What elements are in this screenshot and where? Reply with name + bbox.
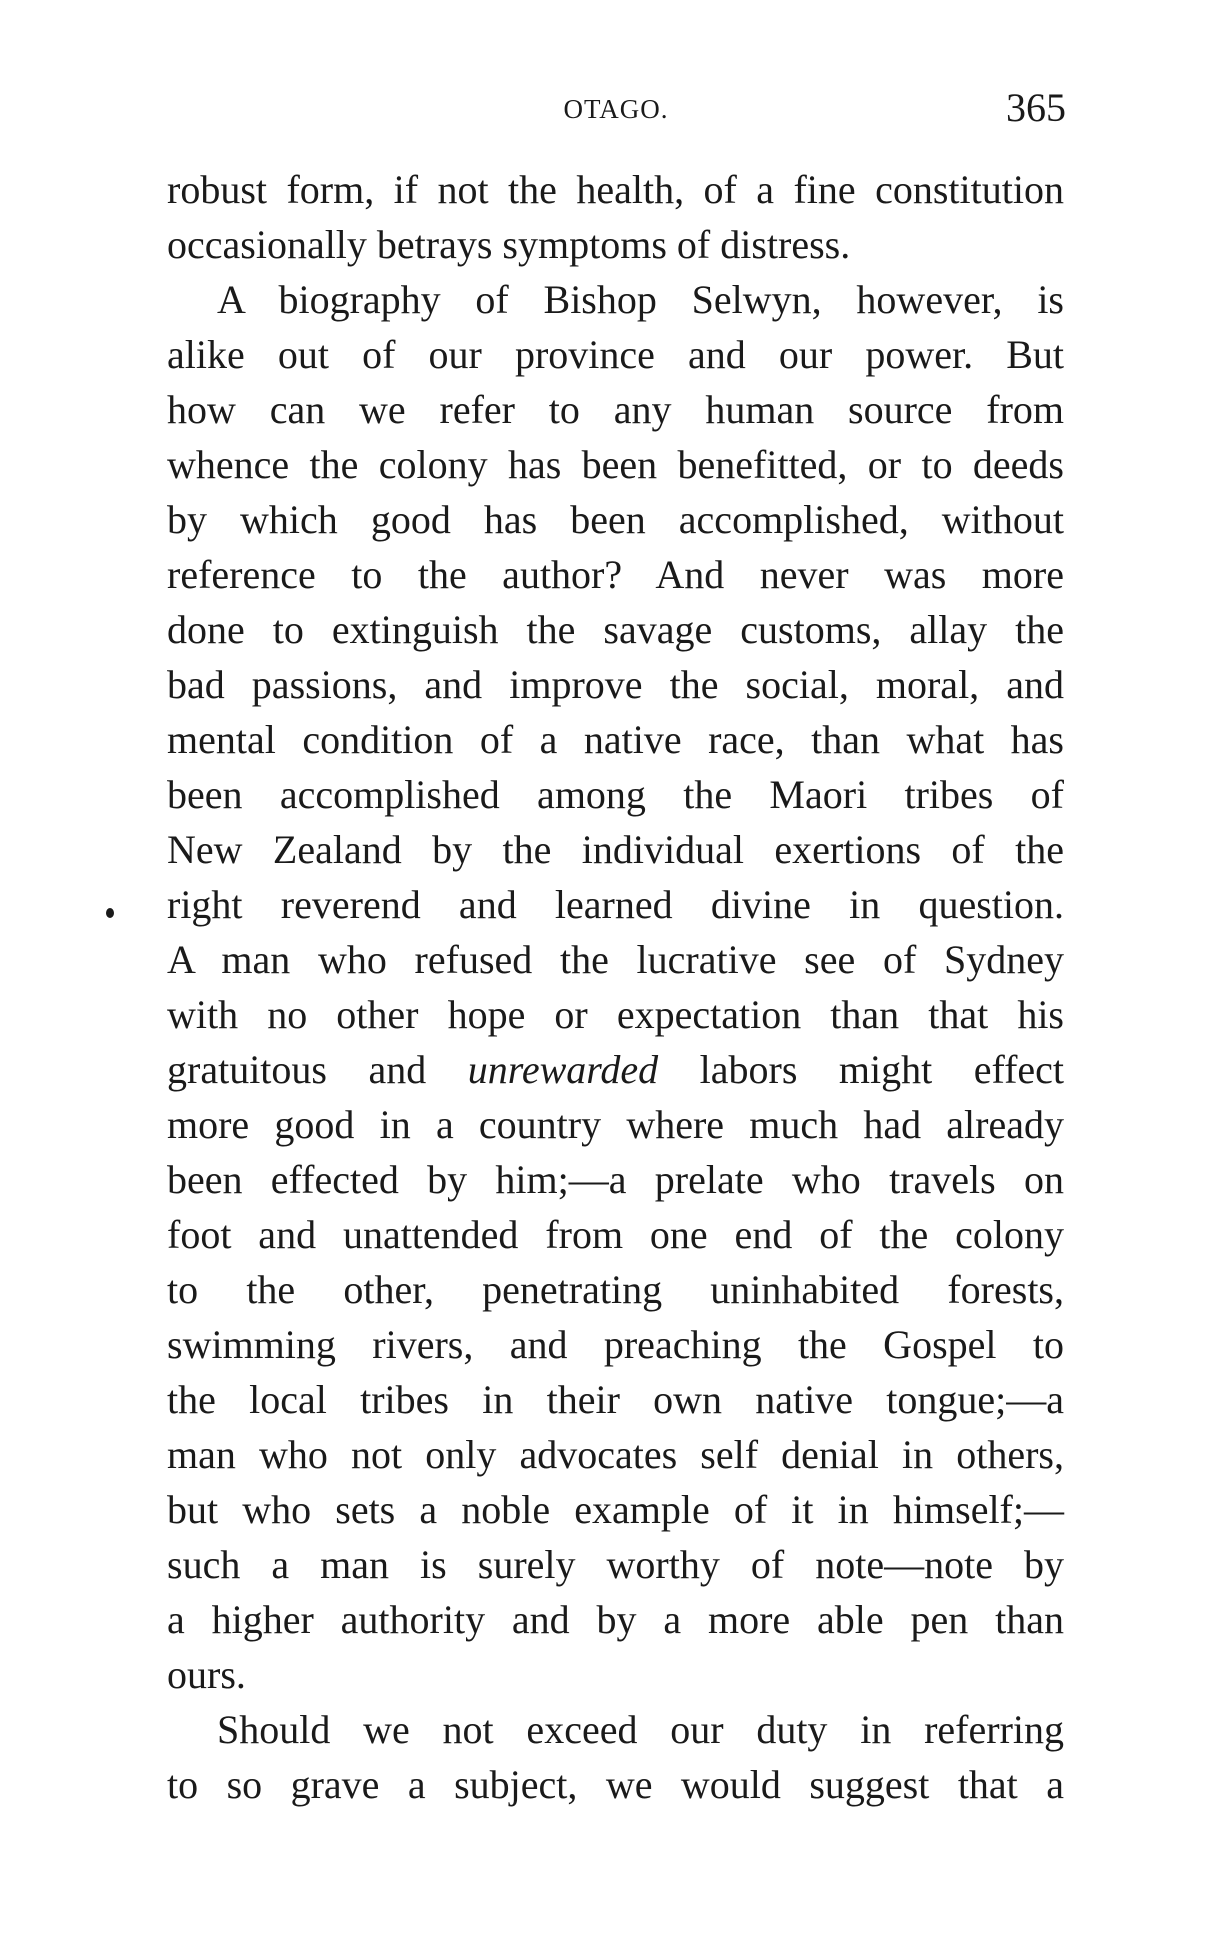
margin-mark — [106, 908, 114, 918]
text-line: how can we refer to any human source from — [167, 387, 1064, 432]
text-line: with no other hope or expectation than that his — [167, 992, 1064, 1037]
text-line: but who sets a noble example of it in himself;— — [167, 1487, 1064, 1532]
text-line: a higher authority and by a more able pen than — [167, 1597, 1064, 1642]
text-line: mental condition of a native race, than what has — [167, 717, 1064, 762]
text-line: A man who refused the lucrative see of Sydney — [167, 937, 1064, 982]
text-line: to the other, penetrating uninhabited forests, — [167, 1267, 1064, 1312]
text-line: reference to the author? And never was more — [167, 552, 1064, 597]
italic-word: unrewarded — [467, 1047, 659, 1092]
page-number: 365 — [1006, 85, 1066, 130]
text-line: more good in a country where much had already — [167, 1102, 1064, 1147]
running-title: OTAGO. — [563, 94, 669, 124]
text-line: whence the colony has been benefitted, or to deeds — [167, 442, 1064, 487]
text-line: foot and unattended from one end of the colony — [167, 1212, 1064, 1257]
text-segment: labors might effect — [699, 1047, 1065, 1092]
text-line: man who not only advocates self denial in others, — [167, 1432, 1064, 1477]
text-line-with-italic — [167, 1042, 1064, 1097]
text-line: ours. — [167, 1652, 246, 1697]
text-line: by which good has been accomplished, without — [167, 497, 1064, 542]
text-line: A biography of Bishop Selwyn, however, is — [217, 277, 1064, 322]
text-line: right reverend and learned divine in question. — [167, 882, 1064, 927]
body-text — [167, 162, 1064, 1812]
text-line: bad passions, and improve the social, moral, and — [167, 662, 1064, 707]
text-line: the local tribes in their own native tongue;—a — [167, 1377, 1064, 1422]
text-line: done to extinguish the savage customs, allay the — [167, 607, 1064, 652]
text-line: swimming rivers, and preaching the Gospel to — [167, 1322, 1064, 1367]
text-line: been effected by him;—a prelate who travels on — [167, 1157, 1064, 1202]
text-line: robust form, if not the health, of a fine constitution — [167, 167, 1064, 212]
running-head — [166, 85, 1066, 130]
text-line: been accomplished among the Maori tribes of — [167, 772, 1064, 817]
text-segment: gratuitous and — [167, 1047, 427, 1092]
text-line: occasionally betrays symptoms of distress. — [167, 222, 851, 267]
text-line: to so grave a subject, we would suggest that a — [167, 1762, 1064, 1807]
text-line: New Zealand by the individual exertions of the — [167, 827, 1064, 872]
text-line: alike out of our province and our power. But — [167, 332, 1064, 377]
text-line: Should we not exceed our duty in referring — [217, 1707, 1064, 1752]
text-line: such a man is surely worthy of note—note by — [167, 1542, 1064, 1587]
